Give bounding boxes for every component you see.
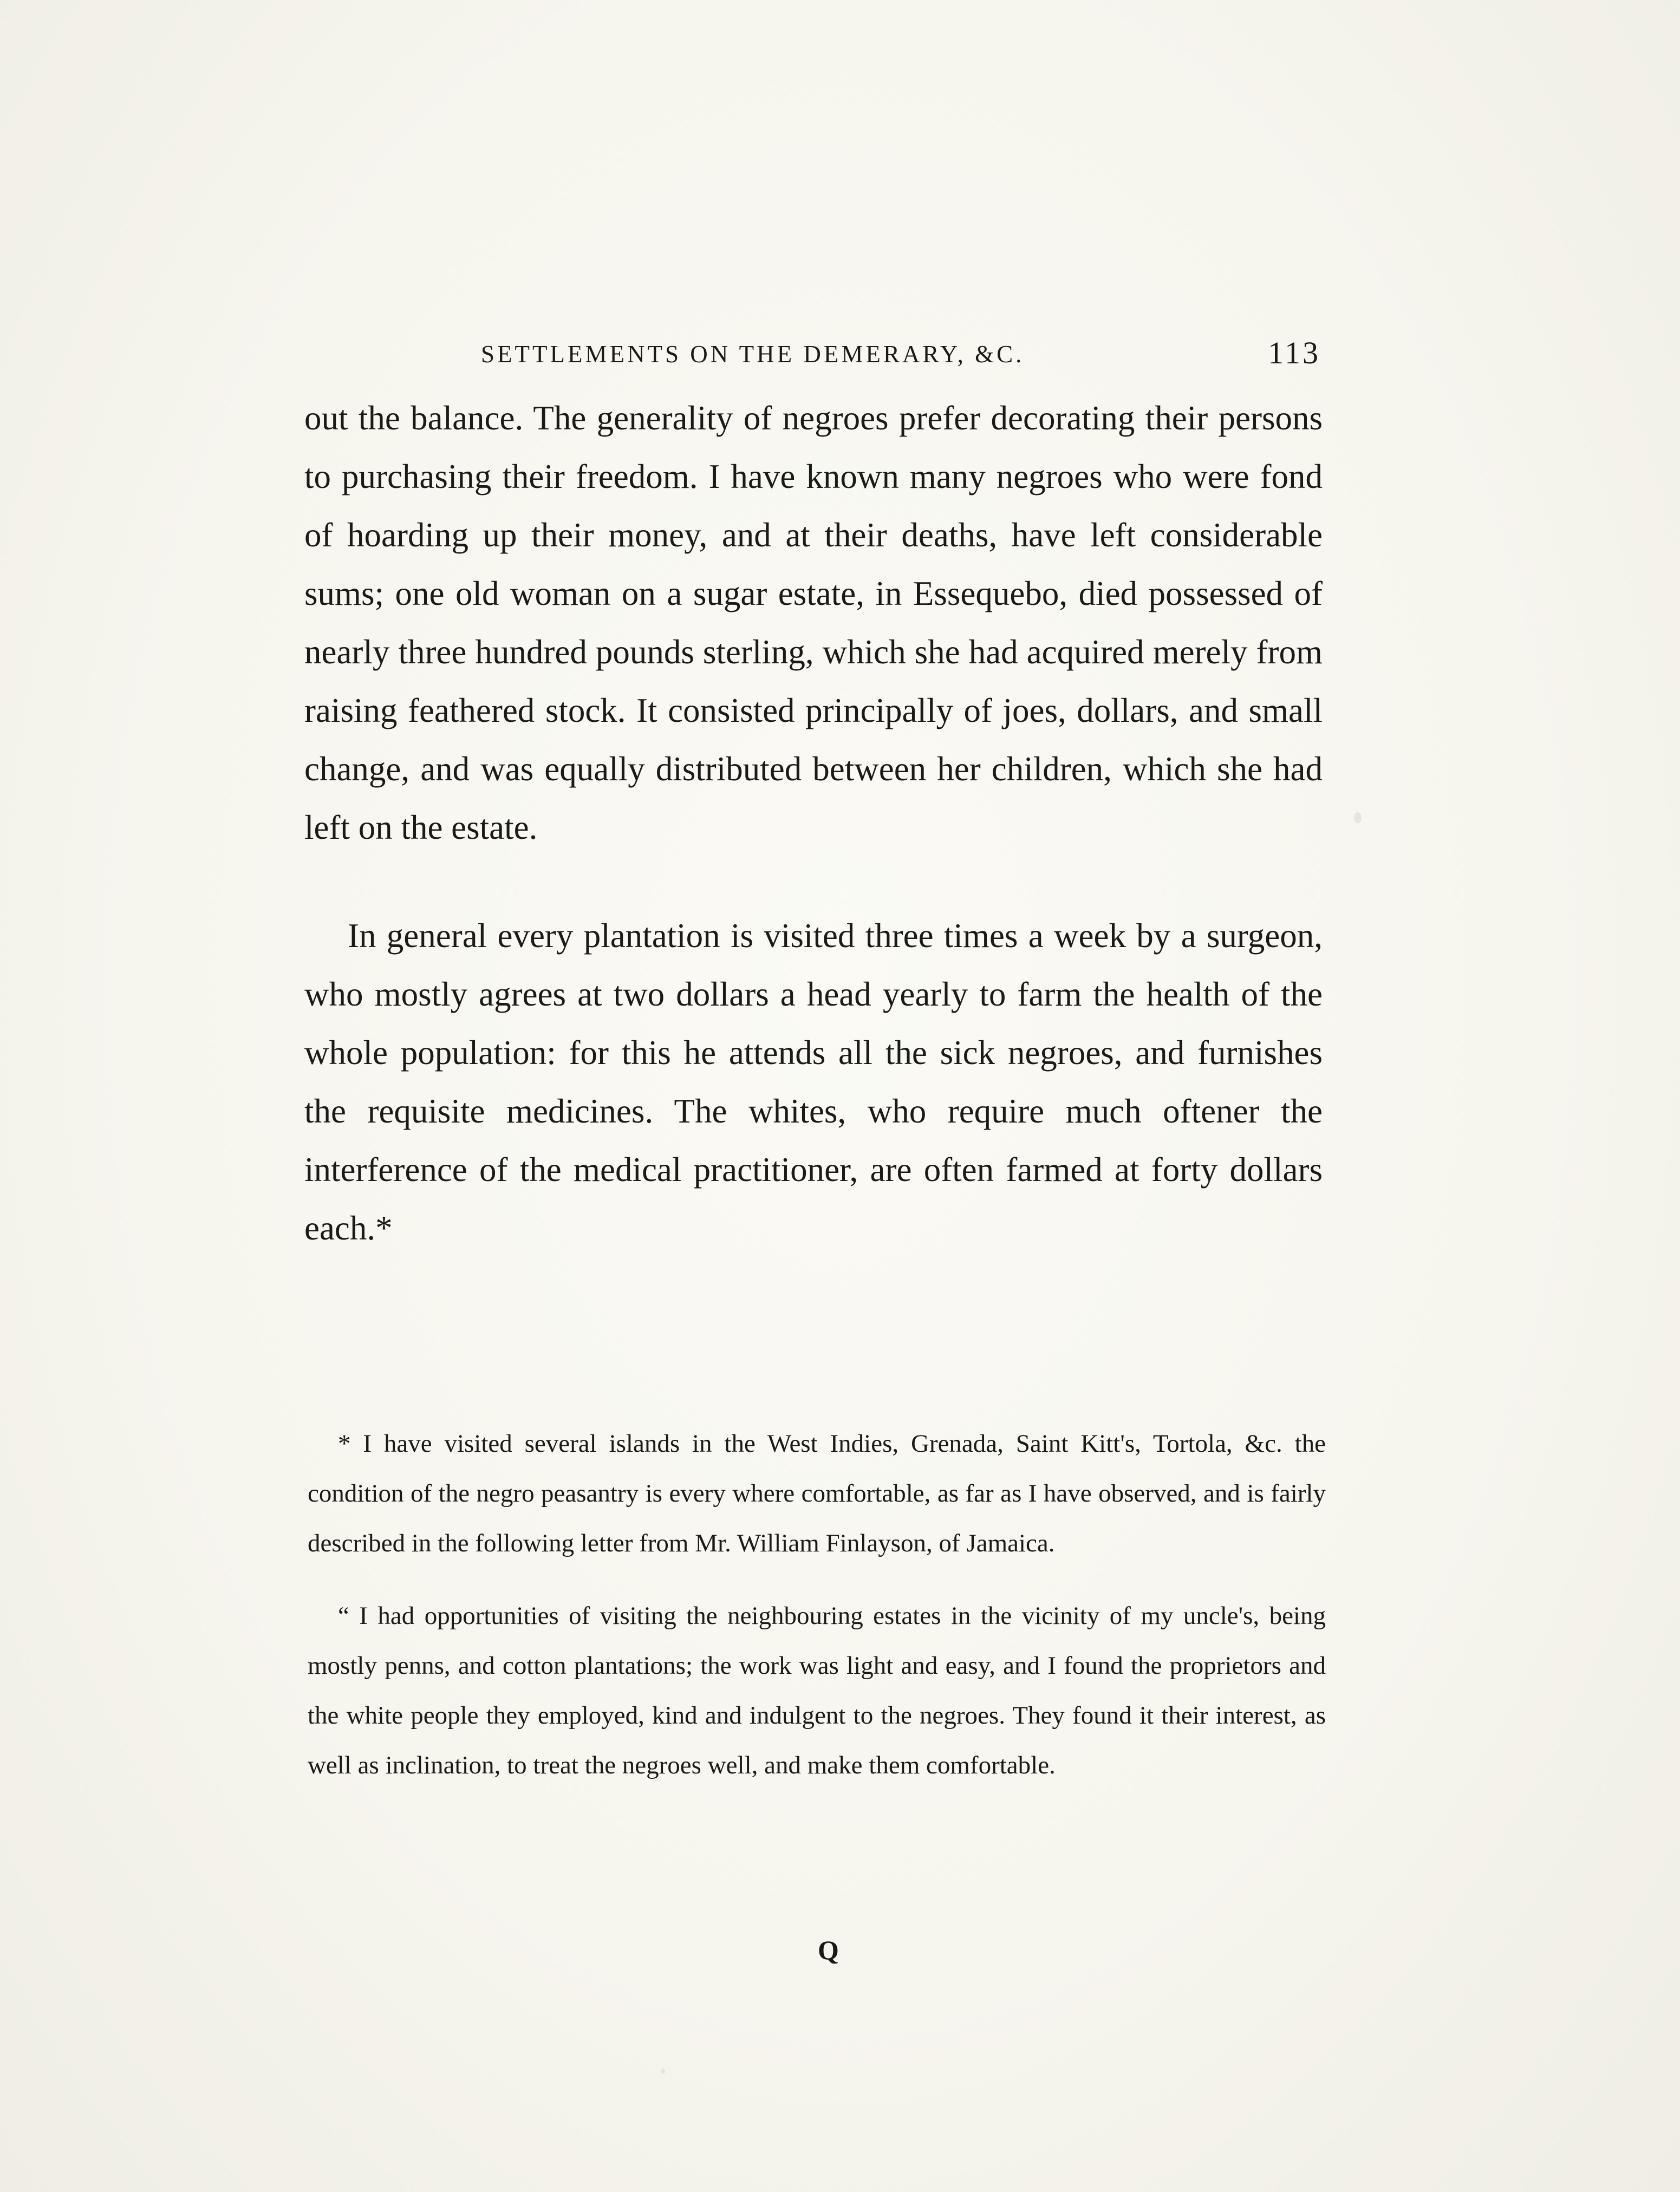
body-paragraph: In general every plantation is visited three times a week by a surgeon, who mostly agrees at two dollars a head yearly to farm the health of the whole population: for this he attends all the sick negroes, and furnishes the requisite medicines. The whites, who require much oftener the interference of the medical practitioner, are often farmed at forty dollars each.* (304, 917, 1323, 1247)
footnote-paragraph: * I have visited several islands in the West Indies, Grenada, Saint Kitt's, Tortola, &c. the condition of the negro peasantry is every where comfortable, as far as I have observed, and is fairly described in the following letter from Mr. William Finlayson, of Jamaica. (308, 1430, 1326, 1557)
paper-stain (661, 2069, 665, 2074)
main-text (304, 389, 1323, 1257)
signature-mark: Q (818, 1935, 839, 1965)
page-number: 113 (1268, 335, 1320, 370)
running-head: SETTLEMENTS ON THE DEMERARY, &C. (481, 341, 1025, 368)
paper-stain (1354, 812, 1362, 823)
footnote-paragraph: “ I had opportunities of visiting the neighbouring estates in the vicinity of my uncle's, being mostly penns, and cotton plantations; the work was light and easy, and I found the proprietors and the white people they employed, kind and indulgent to the negroes. They found it their interest, as well as inclination, to treat the negroes well, and make them comfortable. (308, 1602, 1326, 1779)
footnote-block (308, 1419, 1326, 1790)
page-header (481, 335, 1320, 378)
body-paragraph: out the balance. The generality of negroes prefer decorating their persons to purchasing their freedom. I have known many negroes who were fond of hoarding up their money, and at their deaths, have left considerable sums; one old woman on a sugar estate, in Essequebo, died possessed of nearly three hundred pounds sterling, which she had acquired merely from raising feathered stock. It consisted principally of joes, dollars, and small change, and was equally distributed between her children, which she had left on the estate. (304, 399, 1323, 846)
